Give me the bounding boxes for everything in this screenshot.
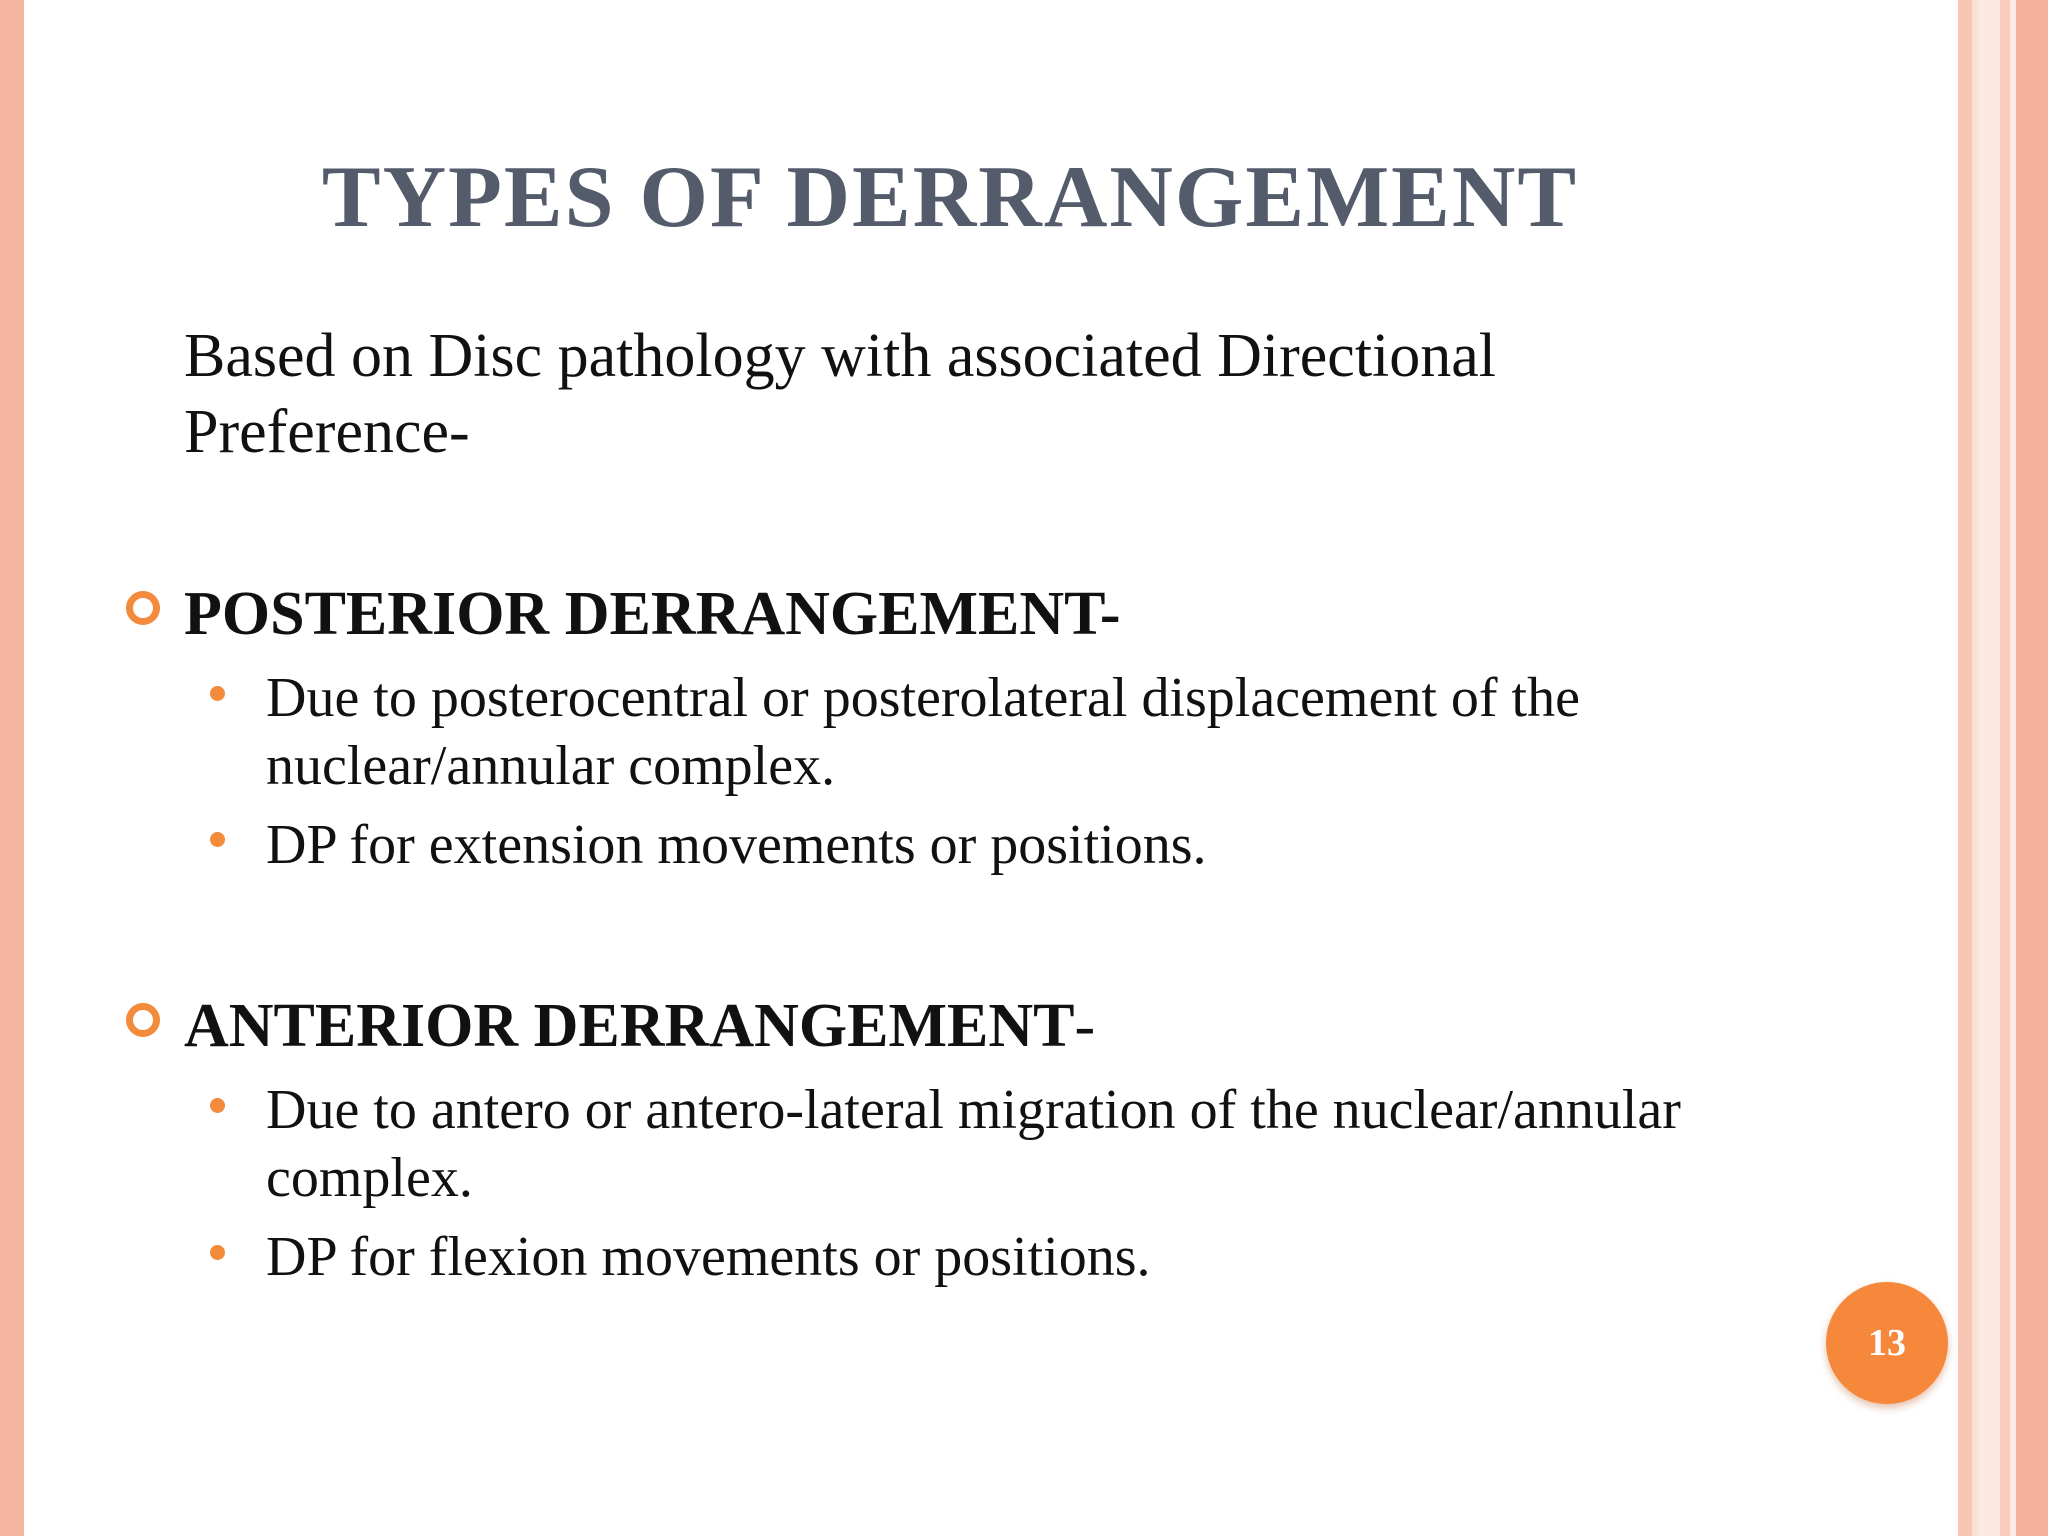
bullet-text: DP for extension movements or positions. (266, 814, 1207, 876)
section-heading-text: POSTERIOR DERRANGEMENT (184, 580, 1100, 648)
page-number: 13 (1868, 1322, 1906, 1364)
right-border-stripe (2016, 0, 2048, 1536)
page-number-badge (1826, 1282, 1948, 1404)
bullet-text: Due to antero or antero-lateral migration of the nuclear/annular complex. (266, 1079, 1681, 1209)
section-heading-suffix: - (1074, 992, 1096, 1060)
right-border-stripe (2000, 0, 2010, 1536)
dot-bullet-icon (210, 832, 225, 847)
section-heading-anterior (184, 988, 1095, 1064)
dot-bullet-icon (210, 1245, 225, 1260)
dot-bullet-icon (210, 686, 225, 701)
dot-bullet-icon (210, 1098, 225, 1113)
section-heading-posterior (184, 576, 1120, 652)
section-heading-suffix: - (1099, 580, 1121, 648)
bullet-text: DP for flexion movements or positions. (266, 1226, 1151, 1288)
ring-bullet-icon (126, 591, 160, 625)
bullet-text: Due to posterocentral or posterolateral displacement of the nuclear/annular complex. (266, 667, 1580, 797)
section-heading-text: ANTERIOR DERRANGEMENT (184, 992, 1075, 1060)
slide-title: TYPES OF DERRANGEMENT (321, 149, 1579, 246)
right-border-stripe (1958, 0, 1972, 1536)
right-border-stripe (1978, 0, 2000, 1536)
ring-bullet-icon (126, 1003, 160, 1037)
intro-text: Based on Disc pathology with associated Directional Preference- (184, 322, 1497, 466)
